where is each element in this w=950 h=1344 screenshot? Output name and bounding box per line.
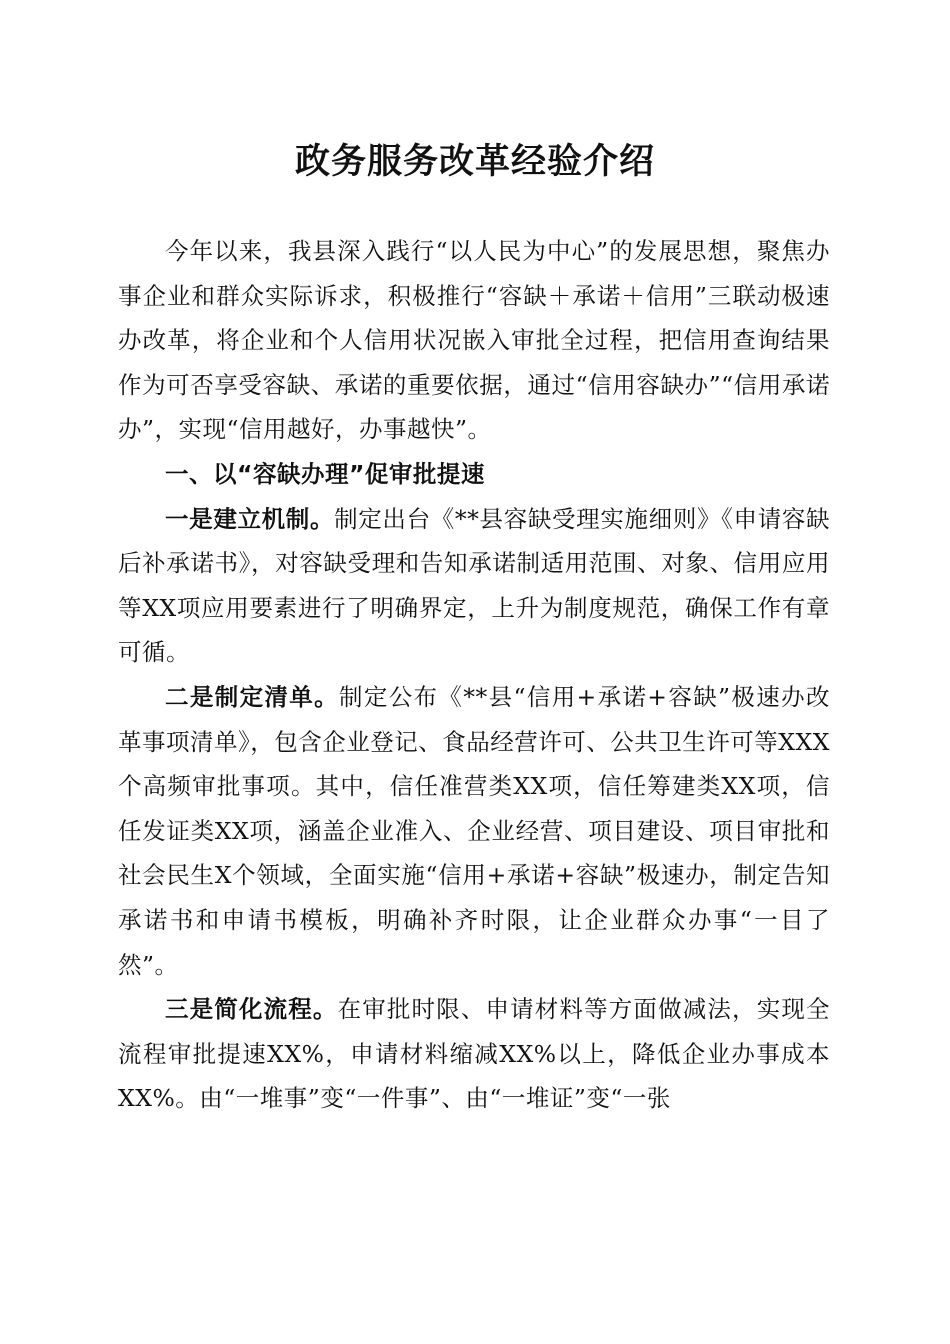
paragraph-lead: 三是简化流程。 [165, 995, 338, 1024]
paragraph-mechanism [118, 497, 830, 675]
intro-paragraph: 今年以来，我县深入践行“以人民为中心”的发展思想，聚焦办事企业和群众实际诉求，积极推行“容缺＋承诺＋信用”三联动极速办改革，将企业和个人信用状况嵌入审批全过程，把信用查询结果作为可否享受容缺、承诺的重要依据，通过“信用容缺办”“信用承诺办”，实现“信用越好，办事越快”。 [118, 237, 830, 444]
paragraph-list [118, 675, 830, 987]
paragraph-text: 在审批时限、申请材料等方面做减法，实现全流程审批提速XX%，申请材料缩减XX%以上，降低企业办事成本XX%。由“一堆事”变“一件事”、由“一堆证”变“一张 [118, 995, 831, 1113]
document-body [118, 229, 830, 1121]
document-title: 政务服务改革经验介绍 [294, 141, 655, 182]
paragraph-lead: 一是建立机制。 [165, 504, 335, 533]
paragraph-lead: 二是制定清单。 [165, 682, 339, 711]
section-heading: 一、以“容缺办理”促审批提速 [165, 459, 485, 488]
paragraph-process [118, 987, 830, 1121]
paragraph-text: 制定公布《**县“信用+承诺+容缺”极速办改革事项清单》，包含企业登记、食品经营许可、公共卫生许可等XXX个高频审批事项。其中，信任准营类XX项，信任筹建类XX项，信任发证类XX项，涵盖企业准入、企业经营、项目建设、项目审批和社会民生X个领域，全面实施“信用+承诺+容缺”极速办，制定告知承诺书和申请书模板，明确补齐时限，让企业群众办事“一目了然”。 [118, 682, 830, 979]
paragraph-text: 制定出台《**县容缺受理实施细则》《申请容缺后补承诺书》，对容缺受理和告知承诺制适用范围、对象、信用应用等XX项应用要素进行了明确界定，上升为制度规范，确保工作有章可循。 [118, 504, 831, 667]
